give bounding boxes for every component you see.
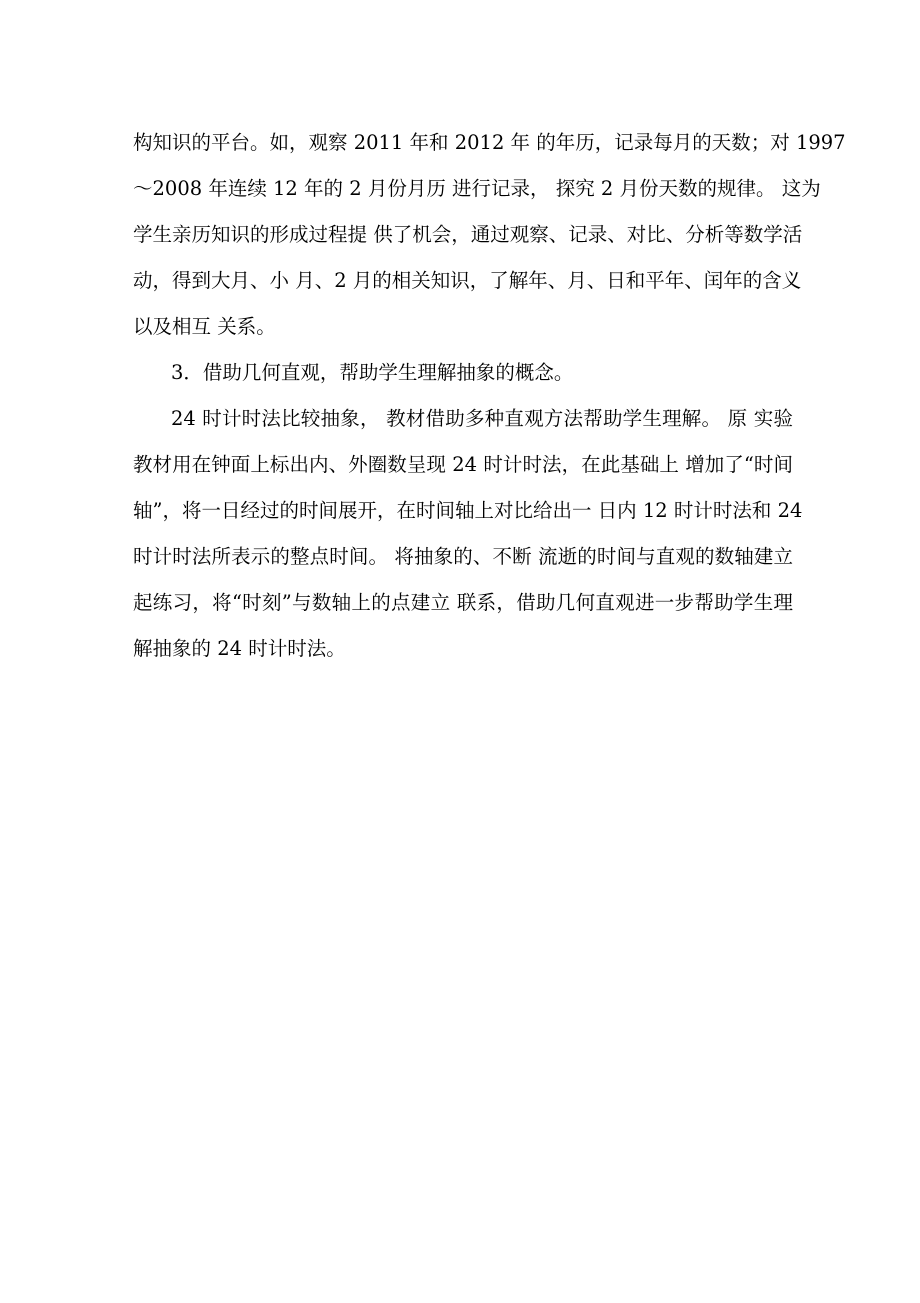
paragraph-2-line-1: 24 时计时法比较抽象， 教材借助多种直观方法帮助学生理解。 原 实验	[171, 407, 793, 430]
paragraph-2-line-3: 轴”，将一日经过的时间展开，在时间轴上对比给出一 日内 12 时计时法和 24	[133, 499, 803, 522]
paragraph-2-line-2: 教材用在钟面上标出内、外圈数呈现 24 时计时法，在此基础上 增加了“时间	[133, 453, 793, 476]
paragraph-1-line-2: ～2008 年连续 12 年的 2 月份月历 进行记录， 探究 2 月份天数的规律。 这为	[133, 177, 821, 200]
paragraph-1-line-4: 动，得到大月、小 月、2 月的相关知识，了解年、月、日和平年、闰年的含义	[133, 269, 802, 292]
paragraph-2-line-5: 起练习，将“时刻”与数轴上的点建立 联系，借助几何直观进一步帮助学生理	[133, 591, 793, 614]
paragraph-2-line-4: 时计时法所表示的整点时间。 将抽象的、不断 流逝的时间与直观的数轴建立	[133, 545, 793, 568]
section-heading-3: 3．借助几何直观，帮助学生理解抽象的概念。	[171, 361, 574, 384]
paragraph-1-line-3: 学生亲历知识的形成过程提 供了机会，通过观察、记录、对比、分析等数学活	[133, 223, 803, 246]
paragraph-2-line-6: 解抽象的 24 时计时法。	[133, 637, 346, 660]
paragraph-1-line-1: 构知识的平台。如，观察 2011 年和 2012 年 的年历，记录每月的天数；对 1997	[133, 131, 846, 154]
paragraph-1-line-5: 以及相互 关系。	[133, 315, 276, 338]
